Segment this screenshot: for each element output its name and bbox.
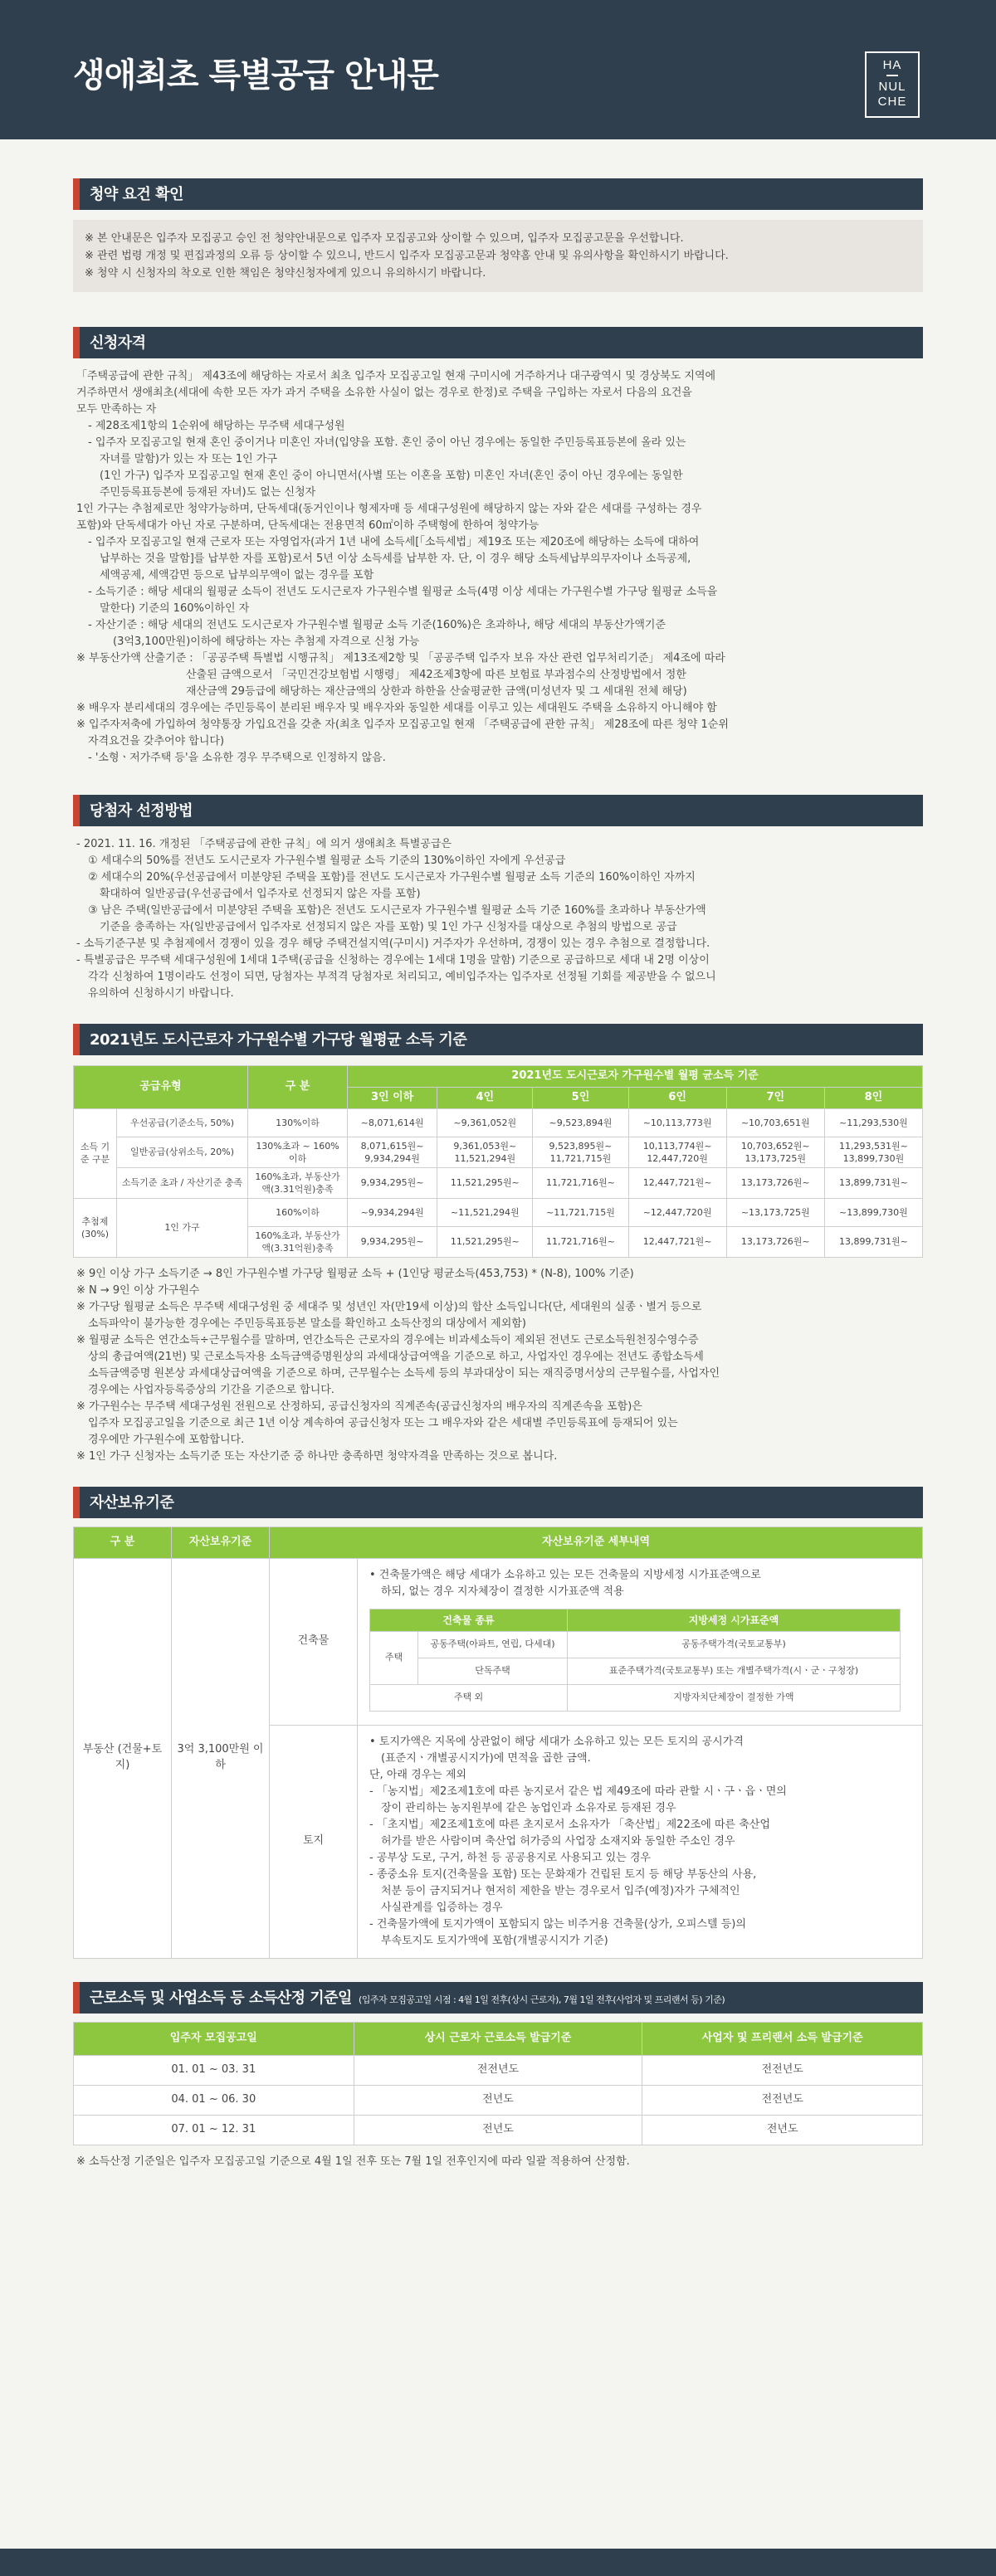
cell-value: 지방자치단체장이 결정한 가액 <box>568 1684 901 1711</box>
header-col: 4인 <box>437 1087 533 1108</box>
text-line: - 소득기준 : 해당 세대의 월평균 소득이 전년도 도시근로자 가구원수별 월평균 소득(4명 이상 세대는 가구원수별 가구당 월평균 소득을 <box>88 586 718 598</box>
text-line: ① 세대수의 50%를 전년도 도시근로자 가구원수별 월평균 소득 기준의 130%이하인 자에게 우선공급 <box>88 855 566 867</box>
table-row <box>74 2115 923 2145</box>
text-line: ② 세대수의 20%(우선공급에서 미분양된 주택을 포함)를 전년도 도시근로자 가구원수별 월평균 소득 기준의 160%이하인 자까지 <box>88 871 696 884</box>
header-col: 상시 근로자 근로소득 발급기준 <box>354 2022 642 2055</box>
cell-value: 11,293,531원~ 13,899,730원 <box>824 1137 922 1167</box>
text-line: 처분 등이 금지되거나 현저히 제한을 받는 경우로서 입주(예정)자가 구체적인 <box>381 1884 740 1897</box>
text-line: ※ 부동산가액 산출기준 : 「공공주택 특별법 시행규칙」 제13조제2항 및 「공공주택 입주자 보유 자산 관련 업무처리기준」 제4조에 따라 <box>76 652 725 665</box>
header-type: 공급유형 <box>74 1066 248 1109</box>
header-group: 2021년도 도시근로자 가구원수별 월평 균소득 기준 <box>348 1066 923 1088</box>
cell: 전년도 <box>354 2085 642 2115</box>
text-line: - 제28조제1항의 1순위에 해당하는 무주택 세대구성원 <box>88 420 345 432</box>
table-header-row <box>74 1527 923 1558</box>
text-line: 각각 신청하여 1명이라도 선정이 되면, 당첨자는 부적격 당첨자로 처리되고, 예비입주자는 입주자로 선정될 기회를 제공받을 수 없으니 <box>88 971 716 983</box>
cell-kind: 공동주택(아파트, 연립, 다세대) <box>418 1631 568 1658</box>
income-table <box>73 1065 923 1258</box>
cell-value: ~9,523,894원 <box>533 1108 628 1137</box>
cell-kind: 주택 외 <box>370 1684 568 1711</box>
logo-divider <box>886 75 898 76</box>
cell-value: 표준주택가격(국토교통부) 또는 개별주택가격(시ㆍ군ㆍ구청장) <box>568 1658 901 1684</box>
cell-value: 13,899,731원~ <box>824 1167 922 1198</box>
selection-text <box>73 826 923 1002</box>
section-subtitle: (입주자 모집공고일 시점 : 4월 1일 전후(상시 근로자), 7월 1일 전후(사업자 및 프리랜서 등) 기준) <box>358 1994 725 2005</box>
text-line: - '소형ㆍ저가주택 등'을 소유한 경우 무주택으로 인정하지 않음. <box>88 752 386 764</box>
building-label: 건축물 <box>270 1558 358 1725</box>
text-line: - 특별공급은 무주택 세대구성원에 1세대 1주택(공급을 신청하는 경우에는 1세대 1명을 말함) 기준으로 공급하므로 세대 내 2명 이상이 <box>76 954 710 967</box>
cell-value: 11,521,295원~ <box>437 1226 533 1257</box>
table-header-row <box>74 1066 923 1088</box>
table-row <box>370 1631 901 1658</box>
asset-category: 부동산 (건물+토지) <box>74 1558 172 1958</box>
table-row <box>74 2055 923 2085</box>
cell-value: 공동주택가격(국토교통부) <box>568 1631 901 1658</box>
cell-type: 우선공급(기준소득, 50%) <box>117 1108 248 1137</box>
text-line: 1인 가구는 추첨제로만 청약가능하며, 단독세대(동거인이나 형제자매 등 세대구성원에 해당하지 않는 자와 같은 세대를 구성하는 경우 <box>76 503 702 515</box>
table-row <box>74 2085 923 2115</box>
cell-value: 9,523,895원~ 11,721,715원 <box>533 1137 628 1167</box>
text-line: 사실관계를 입증하는 경우 <box>381 1901 503 1914</box>
content <box>73 178 923 2170</box>
inner-header: 지방세정 시가표준액 <box>568 1609 901 1631</box>
text-line: 자녀를 말함)가 있는 자 또는 1인 가구 <box>100 453 277 465</box>
cell-value: ~12,447,720원 <box>628 1198 726 1226</box>
notice-line: ※ 청약 시 신청자의 착오로 인한 책임은 청약신청자에게 있으니 유의하시기 바랍니다. <box>85 267 486 280</box>
land-detail <box>358 1725 923 1958</box>
text-line: ※ 9인 이상 가구 소득기준 → 8인 가구원수별 가구당 월평균 소득 + (1인당 평균소득(453,753) * (N-8), 100% 기준) <box>76 1267 634 1280</box>
detail-line: 하되, 없는 경우 지자체장이 결정한 시가표준액 적용 <box>381 1585 624 1598</box>
text-line: 소득파악이 불가능한 경우에는 주민등록표등본 말소를 확인하고 소득산정의 대상에서 제외함) <box>88 1317 526 1330</box>
text-line: 유의하여 신청하시기 바랍니다. <box>88 987 234 1000</box>
cell: 07. 01 ~ 12. 31 <box>74 2115 354 2145</box>
text-line: 거주하면서 생애최초(세대에 속한 모든 자가 과거 주택을 소유한 사실이 없는 경우로 한정)로 주택을 구입하는 자로서 다음의 요건을 <box>76 387 692 399</box>
cell-value: 13,173,726원~ <box>726 1226 824 1257</box>
text-line: 장이 관리하는 농지원부에 같은 농업인과 소유자로 등재된 경우 <box>381 1801 676 1814</box>
income-notes <box>73 1258 923 1465</box>
building-value-table <box>369 1609 901 1712</box>
table-row <box>370 1684 901 1711</box>
text-line: ※ N → 9인 이상 가구원수 <box>76 1283 200 1297</box>
logo-text-1: HA <box>882 58 902 72</box>
text-line: 모두 만족하는 자 <box>76 403 157 416</box>
cell-value: ~11,521,294원 <box>437 1198 533 1226</box>
income-date-table <box>73 2022 923 2145</box>
header-div: 구 분 <box>74 1527 172 1558</box>
cell-division: 160%초과, 부동산가액(3.31억원)충족 <box>248 1226 348 1257</box>
section-title <box>73 1982 923 2014</box>
cell-value: ~11,293,530원 <box>824 1108 922 1137</box>
section-asset-standard <box>73 1487 923 1959</box>
text-line: 납부하는 것을 말함]를 납부한 자를 포함)로서 5년 이상 소득세를 납부한 자. 단, 이 경우 해당 소득세납부의무자이나 소득공제, <box>100 553 691 565</box>
table-row <box>74 1137 923 1167</box>
cell-division: 130%초과 ~ 160% 이하 <box>248 1137 348 1167</box>
asset-table <box>73 1527 923 1959</box>
cell: 04. 01 ~ 06. 30 <box>74 2085 354 2115</box>
header-detail: 자산보유기준 세부내역 <box>270 1527 923 1558</box>
table-header-row <box>74 2022 923 2055</box>
cell-value: 9,934,295원~ <box>348 1226 437 1257</box>
text-line: 부속토지도 토지가액에 포함(개별공시지가 기준) <box>381 1934 608 1947</box>
asset-limit: 3억 3,100만원 이하 <box>172 1558 270 1958</box>
eligibility-text <box>73 358 923 767</box>
text-line: - 입주자 모집공고일 현재 근로자 또는 자영업자(과거 1년 내에 소득세[「소득세법」제19조 또는 제20조에 해당하는 소득에 대하여 <box>88 536 700 548</box>
text-line: ③ 남은 주택(일반공급에서 미분양된 주택을 포함)은 전년도 도시근로자 가구원수별 월평균 소득 기준 160%를 초과하나 부동산가액 <box>88 904 706 917</box>
table-row <box>74 1198 923 1226</box>
hanulche-logo <box>865 51 920 118</box>
cell-value: ~13,173,725원 <box>726 1198 824 1226</box>
cell-value: 10,113,774원~ 12,447,720원 <box>628 1137 726 1167</box>
cell-type: 소득기준 초과 / 자산기준 충족 <box>117 1167 248 1198</box>
table-row <box>74 1108 923 1137</box>
header-col: 사업자 및 프리랜서 소득 발급기준 <box>642 2022 923 2055</box>
cell-value: ~13,899,730원 <box>824 1198 922 1226</box>
cell-value: 11,721,716원~ <box>533 1167 628 1198</box>
logo-text-2: NUL <box>878 80 906 94</box>
land-label: 토지 <box>270 1725 358 1958</box>
text-line: 입주자 모집공고일을 기준으로 최근 1년 이상 계속하여 공급신청자 또는 그 배우자와 같은 세대별 주민등록표에 등재되어 있는 <box>88 1416 678 1429</box>
cell: 전전년도 <box>642 2085 923 2115</box>
group-label: 소득 기준 구분 <box>74 1108 117 1198</box>
cell: 전년도 <box>642 2115 923 2145</box>
cell-value: ~8,071,614원 <box>348 1108 437 1137</box>
cell-value: 13,173,726원~ <box>726 1167 824 1198</box>
cell-value: 10,703,652원~ 13,173,725원 <box>726 1137 824 1167</box>
text-line: 소득금액증명 원본상 과세대상급여액을 기준으로 하며, 근무월수는 소득세 등의 부과대상이 되는 재직증명서상의 근무월수를, 사업자인 <box>88 1366 720 1380</box>
section-title: 자산보유기준 <box>73 1487 923 1518</box>
text-line: - 공부상 도로, 구거, 하천 등 공공용지로 사용되고 있는 경우 <box>369 1851 651 1864</box>
detail-line: • 건축물가액은 해당 세대가 소유하고 있는 모든 건축물의 지방세정 시가표준액으로 <box>369 1568 761 1581</box>
notice-line: ※ 관련 법령 개정 및 편집과정의 오류 등 상이할 수 있으니, 반드시 입주자 모집공고문과 청약홈 안내 및 유의사항을 확인하시기 바랍니다. <box>85 250 729 262</box>
cell-value: ~10,703,651원 <box>726 1108 824 1137</box>
page-header <box>0 0 996 139</box>
cell-kind: 단독주택 <box>418 1658 568 1684</box>
text-line: (표준지ㆍ개별공시지가)에 면적을 곱한 금액. <box>381 1751 591 1765</box>
text-line: 「주택공급에 관한 규칙」 제43조에 해당하는 자로서 최초 입주자 모집공고일 현재 구미시에 거주하거나 대구광역시 및 경상북도 지역에 <box>76 370 716 382</box>
text-line: ※ 배우자 분리세대의 경우에는 주민등록이 분리된 배우자 및 배우자와 동일한 세대를 이루고 있는 세대원도 주택을 소유하지 아니해야 함 <box>76 702 717 714</box>
cell: 전년도 <box>354 2115 642 2145</box>
inner-header: 건축물 종류 <box>370 1609 568 1631</box>
cell-value: ~9,361,052원 <box>437 1108 533 1137</box>
cell-value: 11,721,716원~ <box>533 1226 628 1257</box>
header-col: 3인 이하 <box>348 1087 437 1108</box>
header-col: 입주자 모집공고일 <box>74 2022 354 2055</box>
text-line: - 2021. 11. 16. 개정된 「주택공급에 관한 규칙」에 의거 생애최초 특별공급은 <box>76 838 452 850</box>
text-line: 세액공제, 세액감면 등으로 납부의무액이 없는 경우를 포함 <box>100 569 374 582</box>
cell-division: 160%이하 <box>248 1198 348 1226</box>
text-line: ※ 가구당 월평균 소득은 무주택 세대구성원 중 세대주 및 성년인 자(만19세 이상)의 합산 소득입니다(단, 세대원의 실종ㆍ별거 등으로 <box>76 1300 702 1313</box>
text-line: 상의 총급여액(21번) 및 근로소득자용 소득금액증명원상의 과세대상급여액을 기준으로 하고, 사업자인 경우에는 전년도 종합소득세 <box>88 1350 704 1363</box>
text-line: - 소득기준구분 및 추첨제에서 경쟁이 있을 경우 해당 주택건설지역(구미시) 거주자가 우선하며, 경쟁이 있는 경우 추첨으로 결정합니다. <box>76 937 710 950</box>
text-line: - 종중소유 토지(건축물을 포함) 또는 문화재가 건립된 토지 등 해당 부동산의 사용, <box>369 1867 757 1881</box>
page-title: 생애최초 특별공급 안내문 <box>73 56 438 95</box>
housing-label: 주택 <box>370 1631 418 1684</box>
section-income-date <box>73 1982 923 2170</box>
cell-type: 1인 가구 <box>117 1198 248 1257</box>
section-winner-selection <box>73 795 923 1002</box>
text-line: 주민등록표등본에 등재된 자녀)도 없는 신청자 <box>100 486 316 499</box>
text-line: 재산금액 29등급에 해당하는 재산금액의 상한과 하한을 산술평균한 금액(미성년자 및 그 세대원 전체 해당) <box>186 685 687 698</box>
table-row <box>370 1658 901 1684</box>
text-line: 확대하여 일반공급(우선공급에서 입주자로 선정되지 않은 자를 포함) <box>100 888 421 900</box>
text-line: 기준을 충족하는 자(일반공급에서 입주자로 선정되지 않은 자를 포함) 및 1인 가구 신청자를 대상으로 추첨의 방법으로 공급 <box>100 921 677 933</box>
cell-value: ~11,721,715원 <box>533 1198 628 1226</box>
header-col: 8인 <box>824 1087 922 1108</box>
text-line: 단, 아래 경우는 제외 <box>369 1768 466 1781</box>
section-title-text: 근로소득 및 사업소득 등 소득산정 기준일 <box>90 1989 352 2007</box>
text-line: - 「농지법」제2조제1호에 따른 농지로서 같은 법 제49조에 따라 관할 시ㆍ구ㆍ읍ㆍ면의 <box>369 1785 787 1798</box>
cell-type: 일반공급(상위소득, 20%) <box>117 1137 248 1167</box>
logo-text-3: CHE <box>877 95 907 109</box>
header-division: 구 분 <box>248 1066 348 1109</box>
text-line: 산출된 금액으로서 「국민건강보험법 시행령」 제42조제3항에 따른 보험료 부과점수의 산정방법에서 정한 <box>186 669 686 681</box>
notice-box <box>73 220 923 292</box>
cell-value: 11,521,295원~ <box>437 1167 533 1198</box>
group-label: 추첨제 (30%) <box>74 1198 117 1257</box>
text-line: - 「초지법」제2조제1호에 따른 초지로서 소유자가 「축산법」제22조에 따른 축산업 <box>369 1818 770 1831</box>
cell-division: 160%초과, 부동산가액(3.31억원)충족 <box>248 1167 348 1198</box>
cell-value: 9,934,295원~ <box>348 1167 437 1198</box>
text-line: - 입주자 모집공고일 현재 혼인 중이거나 미혼인 자녀(입양을 포함. 혼인 중이 아닌 경우에는 동일한 주민등록표등본에 올라 있는 <box>88 436 686 449</box>
section-title: 청약 요건 확인 <box>73 178 923 210</box>
cell: 01. 01 ~ 03. 31 <box>74 2055 354 2085</box>
cell-division: 130%이하 <box>248 1108 348 1137</box>
text-line: 경우에는 사업자등록증상의 기간을 기준으로 합니다. <box>88 1383 334 1396</box>
cell-value: 12,447,721원~ <box>628 1226 726 1257</box>
cell-value: ~10,113,773원 <box>628 1108 726 1137</box>
section-title: 2021년도 도시근로자 가구원수별 가구당 월평균 소득 기준 <box>73 1024 923 1055</box>
cell: 전전년도 <box>642 2055 923 2085</box>
notice-line: ※ 본 안내문은 입주자 모집공고 승인 전 청약안내문으로 입주자 모집공고와 상이할 수 있으며, 입주자 모집공고문을 우선합니다. <box>85 232 684 245</box>
text-line: ※ 월평균 소득은 연간소득÷근무월수를 말하며, 연간소득은 근로자의 경우에는 비과세소득이 제외된 전년도 근로소득원천징수영수증 <box>76 1333 699 1346</box>
text-line: 자격요건을 갖추어야 합니다) <box>88 735 225 747</box>
text-line: 경우에만 가구원수에 포함합니다. <box>88 1433 245 1446</box>
section-requirement-check <box>73 178 923 292</box>
cell-value: 12,447,721원~ <box>628 1167 726 1198</box>
section-title: 신청자격 <box>73 327 923 358</box>
text-line: ※ 1인 가구 신청자는 소득기준 또는 자산기준 중 하나만 충족하면 청약자격을 만족하는 것으로 봅니다. <box>76 1449 558 1463</box>
footer-bar <box>0 2549 996 2576</box>
header-standard: 자산보유기준 <box>172 1527 270 1558</box>
text-line: 허가를 받은 사람이며 축산업 허가증의 사업장 소재지와 동일한 주소인 경우 <box>381 1834 735 1848</box>
text-line: (1인 가구) 입주자 모집공고일 현재 혼인 중이 아니면서(사별 또는 이혼을 포함) 미혼인 자녀(혼인 중이 아닌 경우에는 동일한 <box>100 470 683 482</box>
building-detail <box>358 1558 923 1725</box>
section-income-standard <box>73 1024 923 1465</box>
table-row <box>74 1167 923 1198</box>
text-line: - 자산기준 : 해당 세대의 전년도 도시근로자 가구원수별 월평균 소득 기준(160%)은 초과하나, 해당 세대의 부동산가액기준 <box>88 619 666 631</box>
text-line: 말한다) 기준의 160%이하인 자 <box>100 602 250 615</box>
text-line: ※ 입주자저축에 가입하여 청약통장 가입요건을 갖춘 자(최초 입주자 모집공고일 현재 「주택공급에 관한 규칙」 제28조에 따른 청약 1순위 <box>76 718 729 731</box>
income-date-note: ※ 소득산정 기준일은 입주자 모집공고일 기준으로 4월 1일 전후 또는 7월 1일 전후인지에 따라 일괄 적용하여 산정함. <box>76 2155 630 2168</box>
section-title: 당첨자 선정방법 <box>73 795 923 826</box>
header-col: 5인 <box>533 1087 628 1108</box>
text-line: ※ 가구원수는 무주택 세대구성원 전원으로 산정하되, 공급신청자의 직계존속(공급신청자의 배우자의 직계존속을 포함)은 <box>76 1400 642 1413</box>
section-eligibility <box>73 327 923 767</box>
table-row <box>74 1558 923 1725</box>
cell-value: 9,361,053원~ 11,521,294원 <box>437 1137 533 1167</box>
text-line: (3억3,100만원)이하에 해당하는 자는 추첨제 자격으로 신청 가능 <box>113 635 420 648</box>
header-col: 7인 <box>726 1087 824 1108</box>
cell-value: 8,071,615원~ 9,934,294원 <box>348 1137 437 1167</box>
text-line: - 건축물가액에 토지가액이 포함되지 않는 비주거용 건축물(상가, 오피스텔 등)의 <box>369 1917 746 1931</box>
cell: 전전년도 <box>354 2055 642 2085</box>
text-line: • 토지가액은 지목에 상관없이 해당 세대가 소유하고 있는 모든 토지의 공시가격 <box>369 1735 744 1748</box>
cell-value: ~9,934,294원 <box>348 1198 437 1226</box>
header-col: 6인 <box>628 1087 726 1108</box>
cell-value: 13,899,731원~ <box>824 1226 922 1257</box>
text-line: 포함)와 단독세대가 아닌 자로 구분하며, 단독세대는 전용면적 60㎡이하 주택형에 한하여 청약가능 <box>76 519 540 532</box>
